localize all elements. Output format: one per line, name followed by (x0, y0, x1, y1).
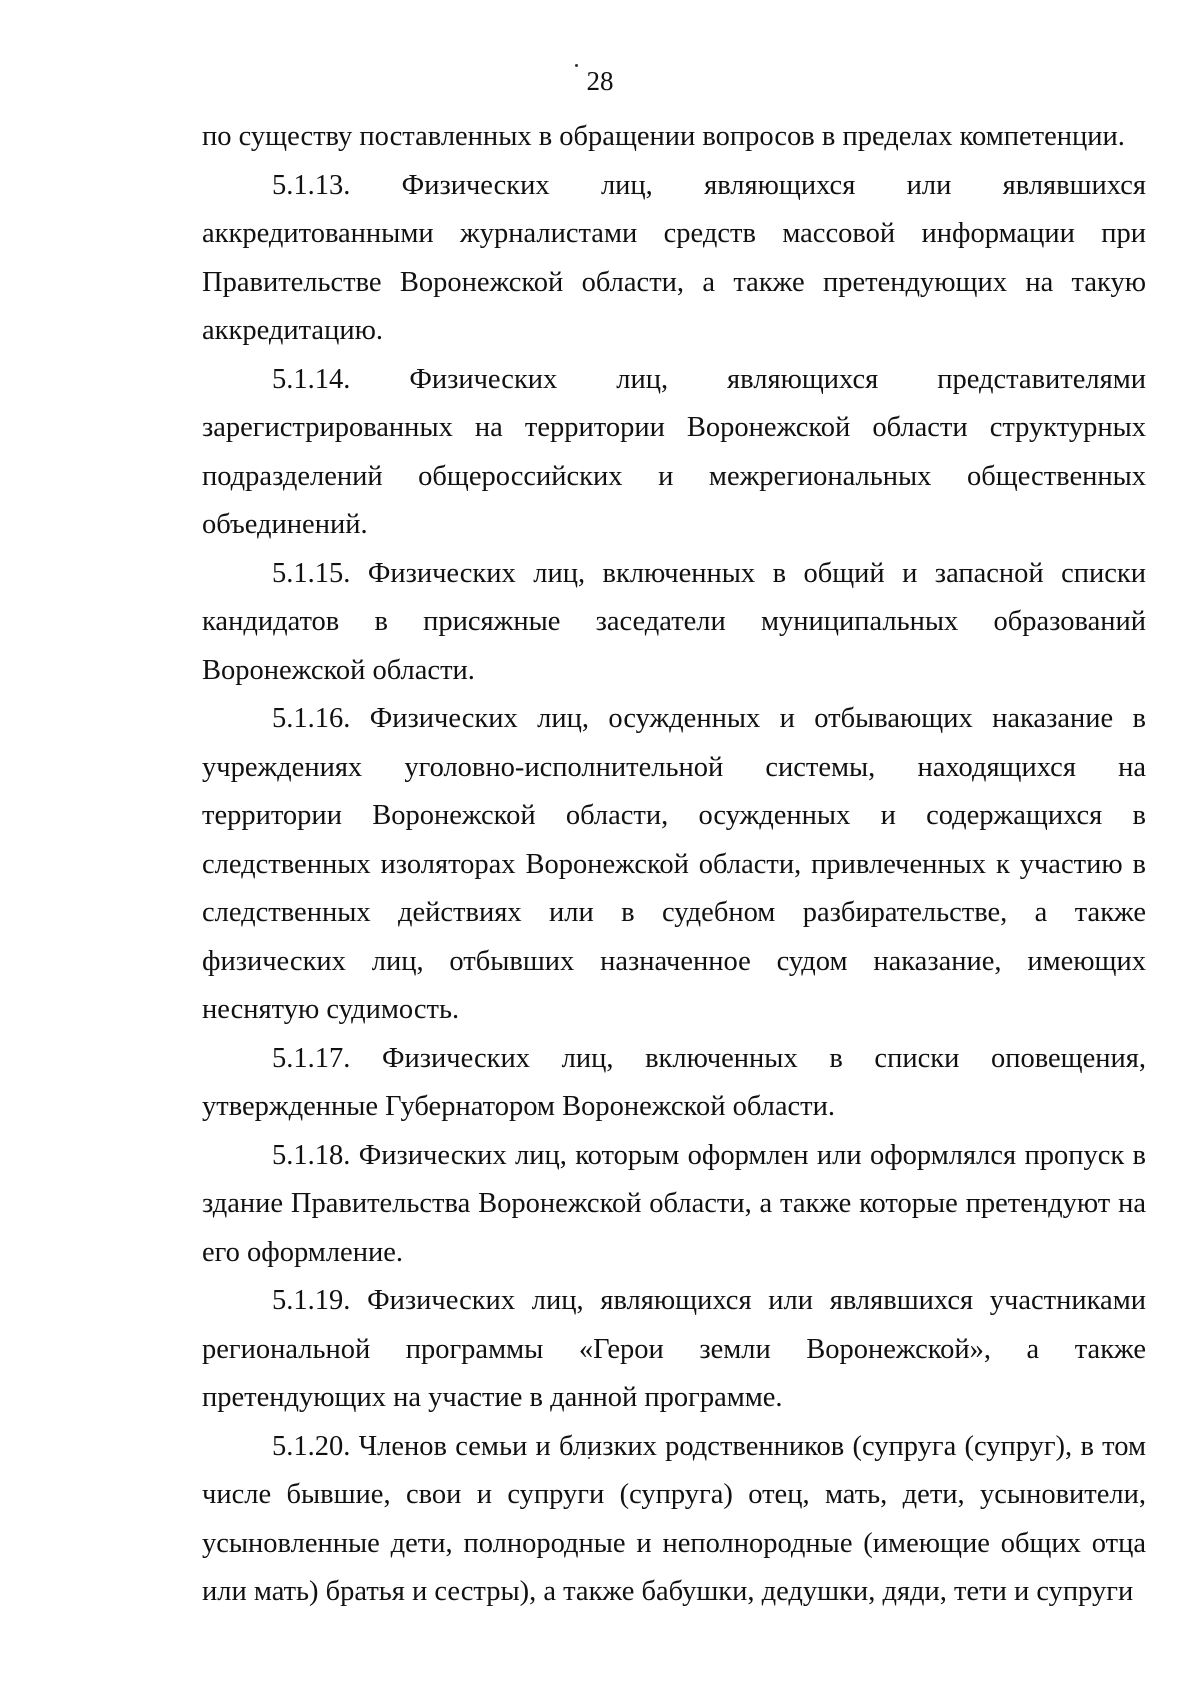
paragraph-5-1-17: 5.1.17. Физических лиц, включенных в списки оповещения, утвержденные Губернатором Воронежской области. (202, 1042, 1146, 1122)
paragraph-continuation: по существу поставленных в обращении вопросов в пределах компетенции. (202, 121, 1125, 152)
paragraph-5-1-20: 5.1.20. Членов семьи и близких родственников (супруга (супруг), в том числе бывшие, свои и супруги (супруга) отец, мать, дети, усыновители, усыновленные дети, полнородные и неполнородные (имеющие общих отца или мать) братья и сестры), а также бабушки, дедушки, дяди, тети и супруги (202, 1430, 1146, 1607)
paragraph-5-1-14: 5.1.14. Физических лиц, являющихся представителями зарегистрированных на территории Воронежской области структурных подразделений общероссийских и межрегиональных общественных объединений. (202, 363, 1146, 540)
paragraph-5-1-18: 5.1.18. Физических лиц, которым оформлен или оформлялся пропуск в здание Правительства Воронежской области, а также которые претендуют на его оформление. (202, 1139, 1146, 1268)
paragraph-5-1-13: 5.1.13. Физических лиц, являющихся или являвшихся аккредитованными журналистами средств массовой информации при Правительстве Воронежской области, а также претендующих на такую аккредитацию. (202, 169, 1146, 346)
paragraph-5-1-15: 5.1.15. Физических лиц, включенных в общий и запасной списки кандидатов в присяжные заседатели муниципальных образований Воронежской области. (202, 557, 1146, 686)
document-body (202, 113, 1146, 1617)
paragraph-5-1-19: 5.1.19. Физических лиц, являющихся или являвшихся участниками региональной программы «Герои земли Воронежской», а также претендующих на участие в данной программе. (202, 1285, 1146, 1413)
page-number: 28 (586, 66, 614, 96)
paragraph-5-1-16: 5.1.16. Физических лиц, осужденных и отбывающих наказание в учреждениях уголовно-исполнительной системы, находящихся на территории Воронежской области, осужденных и содержащихся в следственных изоляторах Воронежской области, привлеченных к участию в следственных действиях или в судебном разбирательстве, а также физических лиц, отбывших назначенное судом наказание, имеющих неснятую судимость. (202, 703, 1146, 1025)
